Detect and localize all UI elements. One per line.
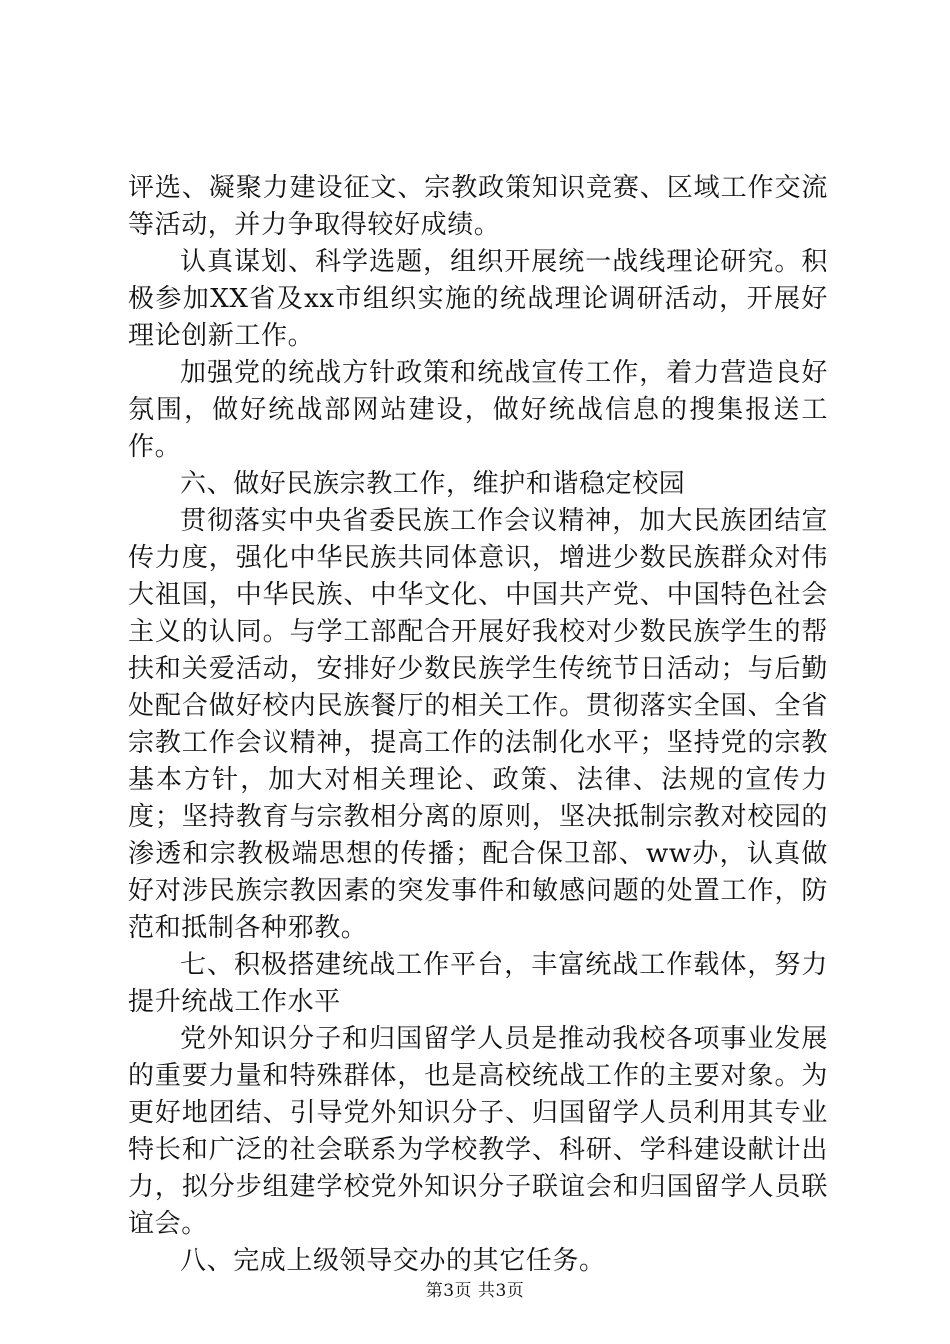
section-heading-8: 八、完成上级领导交办的其它任务。 <box>180 1246 606 1276</box>
paragraph-3: 加强党的统战方针政策和统战宣传工作，着力营造良好氛围，做好统战部网站建设，做好统战信息的搜集报送工作。 <box>128 358 828 462</box>
section-heading-7: 七、积极搭建统战工作平台，丰富统战工作载体，努力提升统战工作水平 <box>128 950 828 1017</box>
paragraph-4: 贯彻落实中央省委民族工作会议精神，加大民族团结宣传力度，强化中华民族共同体意识，增进少数民族群众对伟大祖国，中华民族、中华文化、中国共产党、中国特色社会主义的认同。与学工部配合开展好我校对少数民族学生的帮扶和关爱活动，安排好少数民族学生传统节日活动；与后勤处配合做好校内民族餐厅的相关工作。贯彻落实全国、全省宗教工作会议精神，提高工作的法制化水平；坚持党的宗教基本方针，加大对相关理论、政策、法律、法规的宣传力度；坚持教育与宗教相分离的原则，坚决抵制宗教对校园的渗透和宗教极端思想的传播；配合保卫部、ww办，认真做好对涉民族宗教因素的突发事件和敏感问题的处置工作，防范和抵制各种邪教。 <box>128 506 828 943</box>
paragraph-1: 评选、凝聚力建设征文、宗教政策知识竞赛、区域工作交流等活动，并力争取得较好成绩。 <box>128 173 828 240</box>
document-body <box>128 170 828 1280</box>
page-number-footer: 第3页 共3页 <box>425 1281 525 1301</box>
paragraph-5: 党外知识分子和归国留学人员是推动我校各项事业发展的重要力量和特殊群体，也是高校统战工作的主要对象。为更好地团结、引导党外知识分子、归国留学人员利用其专业特长和广泛的社会联系为学校教学、科研、学科建设献计出力，拟分步组建学校党外知识分子联谊会和归国留学人员联谊会。 <box>128 1024 828 1239</box>
section-heading-6: 六、做好民族宗教工作，维护和谐稳定校园 <box>180 469 686 499</box>
paragraph-2: 认真谋划、科学选题，组织开展统一战线理论研究。积极参加XX省及xx市组织实施的统战理论调研活动，开展好理论创新工作。 <box>128 247 828 351</box>
